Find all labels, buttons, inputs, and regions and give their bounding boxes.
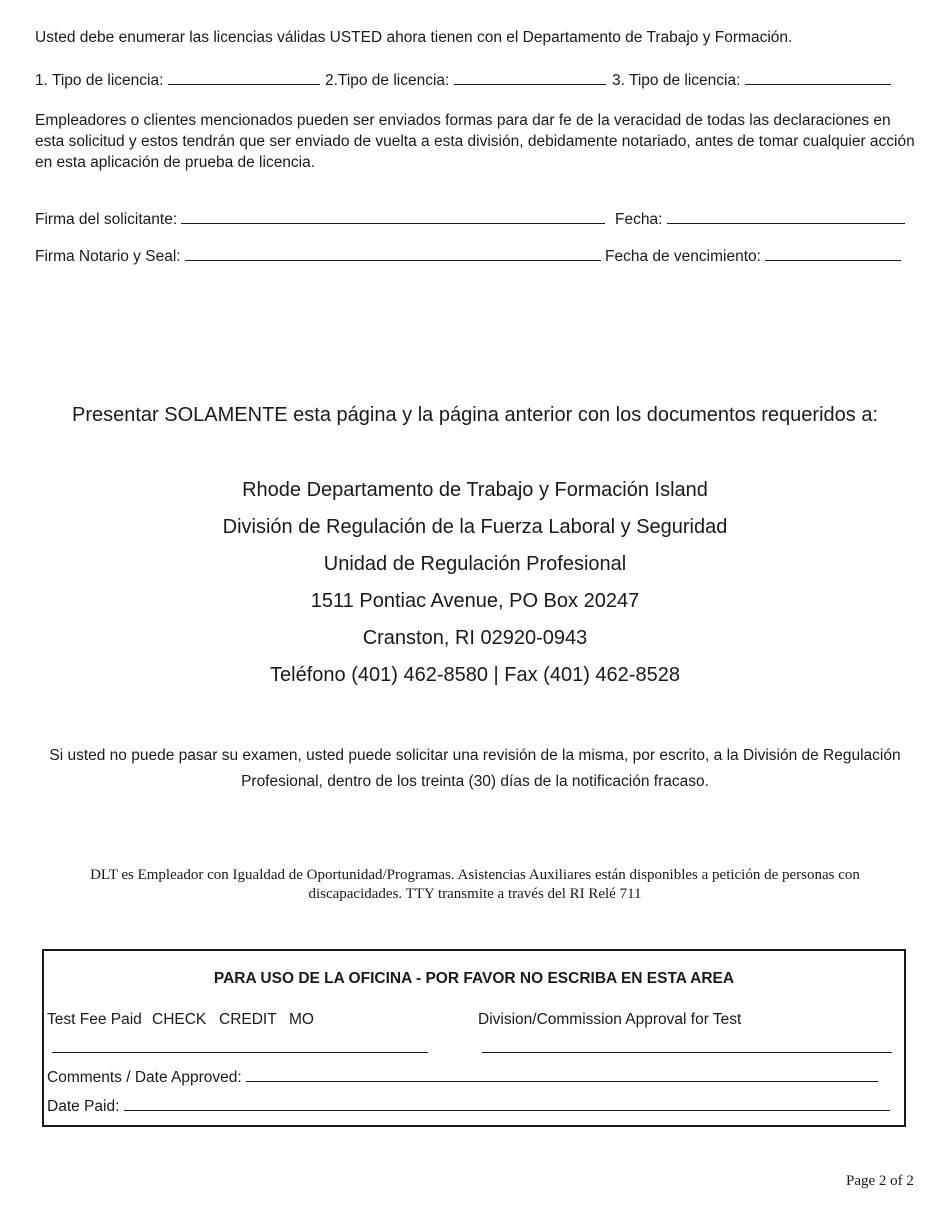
notary-signature <box>35 246 601 266</box>
page-number: Page 2 of 2 <box>846 1173 914 1189</box>
address-line-5: Cranston, RI 02920-0943 <box>362 627 588 649</box>
license-type-3-label: 3. Tipo de licencia: <box>612 72 741 89</box>
office-use-title: PARA USO DE LA OFICINA - POR FAVOR NO ESCRIBA EN ESTA AREA <box>213 970 735 987</box>
license-type-2-field[interactable] <box>454 70 606 85</box>
address-line-3: Unidad de Regulación Profesional <box>323 553 627 575</box>
address-line-4: 1511 Pontiac Avenue, PO Box 20247 <box>310 590 640 612</box>
signature-date-field[interactable] <box>667 209 905 224</box>
license-type-1-field[interactable] <box>168 70 320 85</box>
license-type-3-field[interactable] <box>745 70 891 85</box>
test-fee-line[interactable] <box>52 1052 428 1053</box>
license-type-1-label: 1. Tipo de licencia: <box>35 72 164 89</box>
address-line-1: Rhode Departamento de Trabajo y Formación Island <box>242 479 708 501</box>
license-type-3 <box>612 70 891 90</box>
applicant-signature <box>35 209 605 229</box>
signature-date-label: Fecha: <box>615 211 663 228</box>
office-use-box <box>42 949 906 1127</box>
comments-label: Comments / Date Approved: <box>47 1069 242 1086</box>
signature-date <box>615 209 905 229</box>
eeo-note-line-2: discapacidades. TTY transmite a través del RI Relé 711 <box>308 886 642 902</box>
submit-heading: Presentar SOLAMENTE esta página y la página anterior con los documentos requeridos a: <box>72 404 878 426</box>
address-line-6: Teléfono (401) 462-8580 | Fax (401) 462-8528 <box>270 664 680 686</box>
review-note-line-2: Profesional, dentro de los treinta (30) días de la notificación fracaso. <box>241 773 709 790</box>
address-line-2: División de Regulación de la Fuerza Laboral y Seguridad <box>222 516 728 538</box>
license-type-2 <box>325 70 606 90</box>
comments-date-approved <box>47 1067 878 1087</box>
test-fee-paid-label: Test Fee Paid <box>47 1011 142 1028</box>
comments-field[interactable] <box>246 1067 878 1082</box>
notary-signature-field[interactable] <box>185 246 601 261</box>
eeo-note-line-1: DLT es Empleador con Igualdad de Oportunidad/Programas. Asistencias Auxiliares están disponibles a petición de personas con <box>90 867 860 883</box>
credit-option: CREDIT <box>219 1011 277 1028</box>
expiration-date-label: Fecha de vencimiento: <box>605 248 761 265</box>
date-paid <box>47 1096 890 1116</box>
license-type-2-label: 2.Tipo de licencia: <box>325 72 450 89</box>
expiration-date <box>605 246 901 266</box>
approval-label: Division/Commission Approval for Test <box>478 1011 742 1028</box>
applicant-signature-field[interactable] <box>181 209 605 224</box>
approval-line[interactable] <box>482 1052 892 1053</box>
license-type-1 <box>35 70 320 90</box>
expiration-date-field[interactable] <box>765 246 901 261</box>
intro-text: Usted debe enumerar las licencias válidas USTED ahora tienen con el Departamento de Trabajo y Formación. <box>35 29 793 46</box>
employers-paragraph: Empleadores o clientes mencionados pueden ser enviados formas para dar fe de la veracidad de todas las declaraciones en esta solicitud y estos tendrán que ser enviado de vuelta a esta división, debidamente notariado, antes de tomar cualquier acción en esta aplicación de prueba de licencia. <box>35 112 915 171</box>
date-paid-label: Date Paid: <box>47 1098 120 1115</box>
check-option: CHECK <box>152 1011 207 1028</box>
notary-signature-label: Firma Notario y Seal: <box>35 248 181 265</box>
applicant-signature-label: Firma del solicitante: <box>35 211 178 228</box>
mo-option: MO <box>289 1011 314 1028</box>
review-note-line-1: Si usted no puede pasar su examen, usted puede solicitar una revisión de la misma, por escrito, a la División de Regulación <box>49 747 901 764</box>
date-paid-field[interactable] <box>124 1096 890 1111</box>
